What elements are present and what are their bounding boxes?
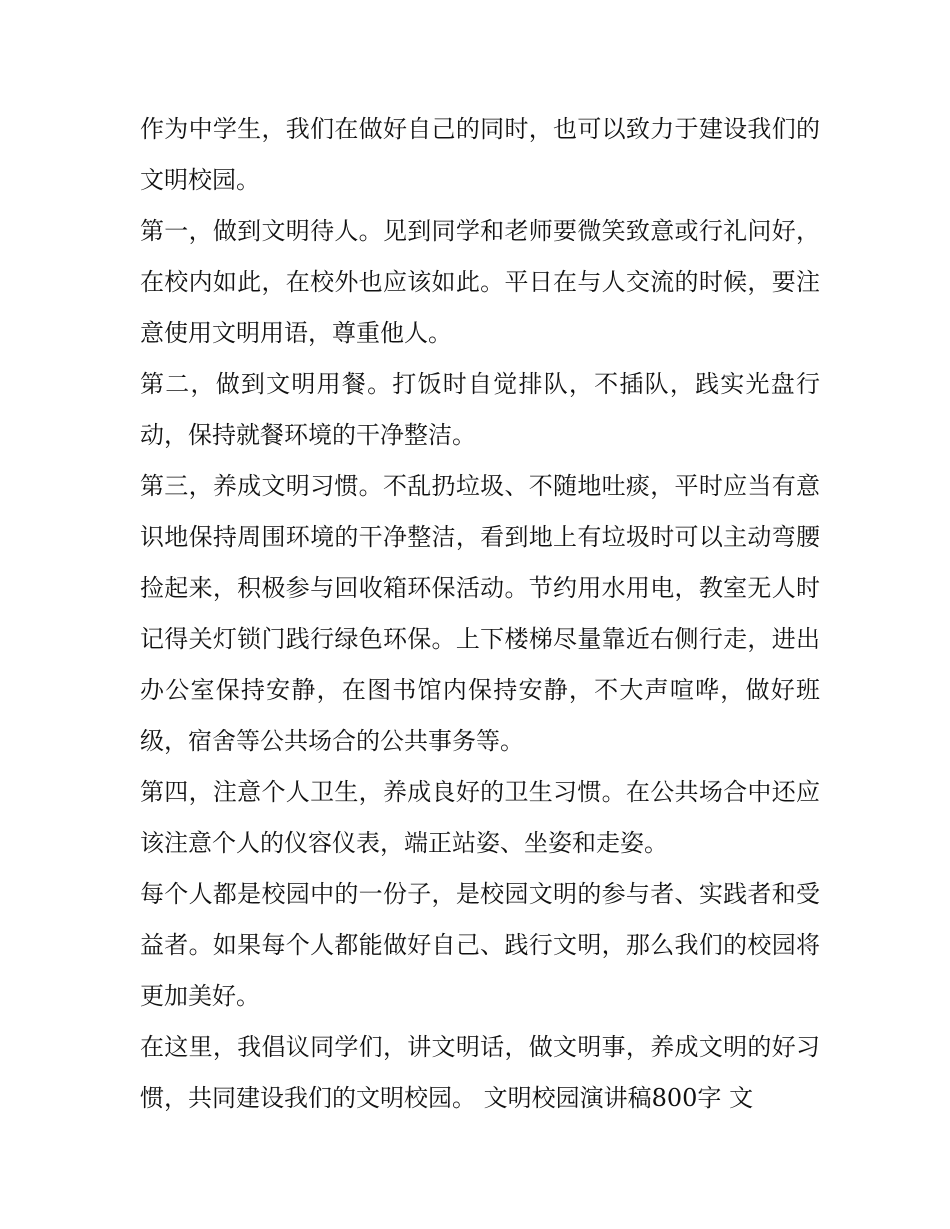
paragraph-proposal: 在这里，我倡议同学们，讲文明话，做文明事，养成文明的好习惯，共同建设我们的文明校园。 文明校园演讲稿800字 文 xyxy=(140,1033,820,1112)
paragraph-second: 第二，做到文明用餐。打饭时自觉排队，不插队，践实光盘行动，保持就餐环境的干净整洁。 xyxy=(140,370,820,449)
document-body xyxy=(140,104,820,1124)
paragraph-intro: 作为中学生，我们在做好自己的同时，也可以致力于建设我们的文明校园。 xyxy=(140,115,820,194)
paragraph-third: 第三，养成文明习惯。不乱扔垃圾、不随地吐痰，平时应当有意识地保持周围环境的干净整洁，看到地上有垃圾时可以主动弯腰捡起来，积极参与回收箱环保活动。节约用水用电，教室无人时记得关灯锁门践行绿色环保。上下楼梯尽量靠近右侧行走，进出办公室保持安静，在图书馆内保持安静，不大声喧哗，做好班级，宿舍等公共场合的公共事务等。 xyxy=(140,472,820,755)
paragraph-everyone: 每个人都是校园中的一份子，是校园文明的参与者、实践者和受益者。如果每个人都能做好自己、践行文明，那么我们的校园将更加美好。 xyxy=(140,880,820,1010)
paragraph-fourth: 第四，注意个人卫生，养成良好的卫生习惯。在公共场合中还应该注意个人的仪容仪表，端正站姿、坐姿和走姿。 xyxy=(140,778,820,857)
paragraph-first: 第一，做到文明待人。见到同学和老师要微笑致意或行礼问好，在校内如此，在校外也应该如此。平日在与人交流的时候，要注意使用文明用语，尊重他人。 xyxy=(140,217,820,347)
